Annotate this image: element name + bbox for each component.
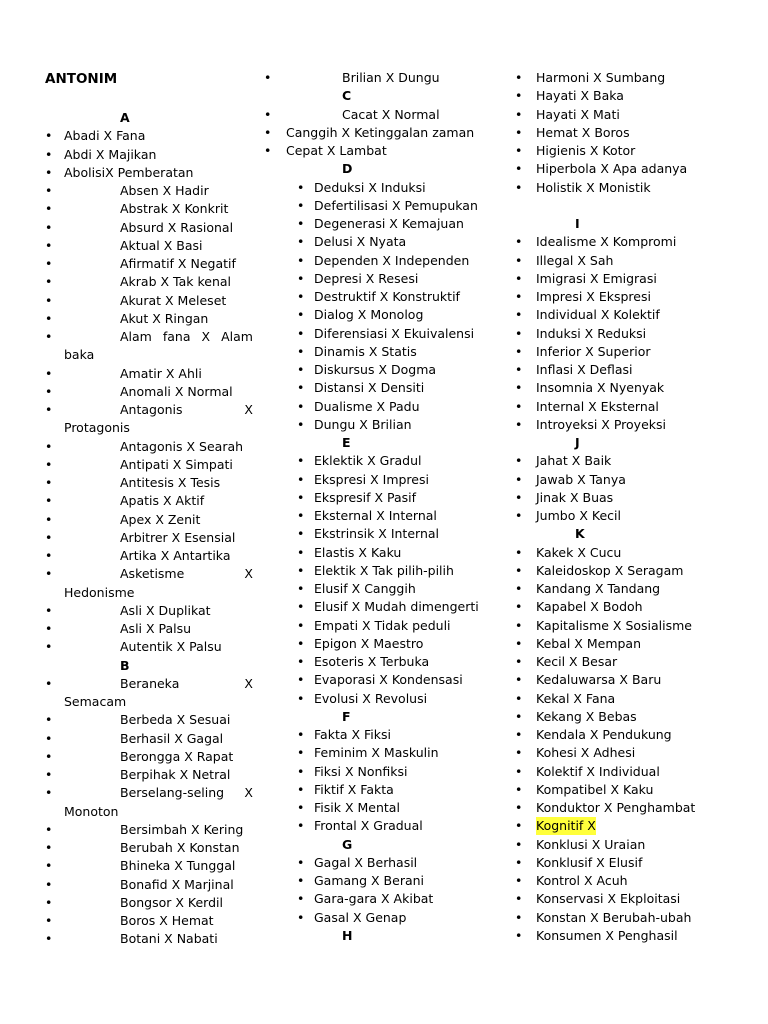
antonym-text: • Distansi X Densiti [314,380,425,396]
antonym-text: • Jumbo X Kecil [536,508,621,523]
antonym-text: • Konklusif X Elusif [536,854,643,870]
antonym-text: • Berubah X Konstan [120,840,240,855]
antonym-text: • Akut X Ringan [120,310,209,326]
antonym-text: • Individual X Kolektif [536,307,660,323]
antonym-text: • Botani X Nabati [120,931,218,947]
antonym-list-item [515,763,755,781]
antonym-list-item [264,580,502,598]
antonym-list-item [264,635,502,653]
antonym-text: • Eklektik X Gradul [314,453,422,469]
antonym-list-item [515,398,755,416]
antonym-list-item [515,598,755,616]
antonym-list-item [515,781,755,799]
antonym-text: • Gamang X Berani [314,873,425,888]
antonym-text: • Evaporasi X Kondensasi [314,672,463,688]
antonym-text: • Elastis X Kaku [314,544,402,560]
antonym-word: • Asketisme [120,566,185,582]
antonym-list-item [45,912,253,930]
antonym-list-item [264,690,502,708]
antonym-list-item [264,398,502,416]
antonym-text: • Konsumen X Penghasil [536,927,678,943]
antonym-list-item [45,602,253,620]
antonym-text: • Cepat X Lambat [286,143,387,158]
antonym-text: • Abstrak X Konkrit [120,201,229,217]
antonym-text: • Hayati X Baka [536,88,624,104]
antonym-text: • Internal X Eksternal [536,398,659,414]
antonym-list-item [515,653,755,671]
antonym-list-item [45,711,253,729]
antonym-text: • Empati X Tidak peduli [314,617,451,633]
antonym-text: • Kontrol X Acuh [536,873,628,888]
antonym-continuation-text: baka [64,347,95,363]
antonym-text [120,784,253,802]
antonym-text: • Absurd X Rasional [120,219,234,235]
antonym-text: • Defertilisasi X Pemupukan [314,197,478,213]
antonym-list-item [264,215,502,233]
antonym-list-item [45,529,253,547]
antonym-list-item [264,763,502,781]
antonym-text: • Kebal X Mempan [536,635,642,651]
antonym-text: • Amatir X Ahli [120,365,202,381]
antonym-list-item [515,288,755,306]
antonym-text: • Bersimbah X Kering [120,821,244,837]
antonym-list-item [264,416,502,434]
antonym-word: fana [162,329,191,344]
antonym-text: • Impresi X Ekspresi [536,289,651,304]
antonym-list-item [45,620,253,638]
antonym-text: • Esoteris X Terbuka [314,654,430,669]
antonym-continuation-text: Hedonisme [64,584,135,600]
antonym-list-item [264,671,502,689]
antonym-text: • Fisik X Mental [314,800,400,815]
section-letter-heading [264,708,502,726]
antonym-list-item [264,617,502,635]
antonym-word: • Berselang-seling [120,785,225,801]
section-letter-heading [264,160,502,178]
antonym-text: • Asli X Palsu [120,621,192,636]
antonym-word: X [244,785,253,801]
antonym-text: • Introyeksi X Proyeksi [536,416,666,432]
section-letter: J [575,435,580,450]
antonym-list-item [515,471,755,489]
antonym-list-item [515,744,755,762]
antonym-text: • Kolektif X Individual [536,763,660,779]
antonym-text: • Ekstrinsik X Internal [314,526,439,542]
antonym-word: • Beraneka [120,675,180,691]
antonym-word: • Antagonis [120,402,183,417]
antonym-list-item [45,310,253,328]
antonym-text: • Autentik X Palsu [120,639,222,655]
antonym-list-item [515,252,755,270]
antonym-list-item [264,817,502,835]
antonym-list-item [45,383,253,401]
antonym-list-item [264,507,502,525]
antonym-text: • Antagonis X Searah [120,438,244,454]
antonym-list-item [45,292,253,310]
antonym-list-item [45,876,253,894]
antonym-text: • Kandang X Tandang [536,581,661,596]
antonym-text: • Canggih X Ketinggalan zaman [286,124,475,140]
antonym-text: • Absen X Hadir [120,183,209,198]
antonym-list-item [264,489,502,507]
antonym-list-item [45,638,253,656]
antonym-list-item [515,142,755,160]
antonym-list-item [264,306,502,324]
antonym-list-item [515,617,755,635]
antonym-text: • Arbitrer X Esensial [120,529,236,545]
antonym-list-item [45,237,253,255]
antonym-text: • Kedaluwarsa X Baru [536,672,662,688]
antonym-text: • Bonafid X Marjinal [120,876,234,892]
antonym-continuation [45,693,253,711]
antonym-list-item [515,87,755,105]
antonym-list-item [45,474,253,492]
antonym-list-item [264,69,502,87]
antonym-list-item [45,821,253,839]
antonym-text: • Destruktif X Konstruktif [314,289,460,304]
section-letter-heading [264,434,502,452]
antonym-text: • Idealisme X Kompromi [536,234,677,250]
antonym-text: • Abdi X Majikan [64,146,157,162]
antonym-text: • Induksi X Reduksi [536,325,647,341]
antonym-text: • Kakek X Cucu [536,544,622,560]
antonym-list-item [515,452,755,470]
antonym-continuation-text: Monoton [64,803,119,819]
antonym-text: • Dialog X Monolog [314,307,424,323]
antonym-list-item [515,909,755,927]
antonym-text: • Abadi X Fana [64,128,146,144]
antonym-word: X [244,402,253,417]
antonym-text: • Depresi X Resesi [314,270,419,286]
antonym-text: • Brilian X Dungu [342,70,440,85]
antonym-list-item [515,690,755,708]
antonym-list-item [45,146,253,164]
antonym-list-item [264,471,502,489]
antonym-continuation-text: Semacam [64,694,127,709]
antonym-text: • Holistik X Monistik [536,179,651,195]
antonym-list-item [45,857,253,875]
column-2 [264,69,502,945]
antonym-continuation [45,803,253,821]
section-letter-heading [264,87,502,105]
antonym-list-item [515,507,755,525]
antonym-text: • Berhasil X Gagal [120,730,224,746]
antonym-list-item [45,784,253,802]
antonym-list-item [264,726,502,744]
section-letter-heading [515,525,755,543]
antonym-list-item [45,730,253,748]
antonym-list-item [515,306,755,324]
antonym-list-item [264,909,502,927]
antonym-text: • Konduktor X Penghambat [536,800,696,815]
antonym-list-item [515,489,755,507]
antonym-list-item [264,343,502,361]
antonym-text: • Degenerasi X Kemajuan [314,216,464,231]
antonym-text: • Deduksi X Induksi [314,179,426,195]
antonym-text: • Frontal X Gradual [314,818,423,834]
antonym-text: • Afirmatif X Negatif [120,256,236,271]
antonym-text: • Elusif X Mudah dimengerti [314,599,479,615]
section-letter-heading [45,657,253,675]
antonym-list-item [45,164,253,182]
antonym-list-item [515,927,755,945]
antonym-text: • Ekspresif X Pasif [314,489,417,505]
antonym-text: • Berongga X Rapat [120,748,234,764]
antonym-text: • Evolusi X Revolusi [314,690,428,706]
antonym-list-item [45,547,253,565]
antonym-list-item [264,781,502,799]
antonym-text: • Konservasi X Ekploitasi [536,891,681,907]
antonym-text: • Eksternal X Internal [314,508,437,523]
antonym-list-item [45,219,253,237]
antonym-list-item [515,69,755,87]
antonym-text: • Asli X Duplikat [120,602,211,618]
antonym-list-item [264,142,502,160]
section-letter: B [120,657,130,673]
antonym-list-item [264,270,502,288]
antonym-text: • Kekal X Fana [536,690,616,706]
antonym-text: • Kapabel X Bodoh [536,599,643,615]
antonym-continuation [45,346,253,364]
antonym-list-item [515,361,755,379]
antonym-list-item [515,270,755,288]
antonym-text: • Dinamis X Statis [314,343,417,359]
antonym-list-item [264,197,502,215]
antonym-text [120,328,253,346]
antonym-list-item [45,565,253,583]
antonym-list-item [264,452,502,470]
antonym-text: • Jawab X Tanya [536,471,626,487]
antonym-text: • Bhineka X Tunggal [120,858,236,874]
antonym-text: • Inflasi X Deflasi [536,362,633,377]
antonym-text: • Jahat X Baik [536,453,612,469]
antonym-text: • Epigon X Maestro [314,635,424,651]
antonym-text: • Anomali X Normal [120,383,233,399]
antonym-list-item [45,675,253,693]
antonym-text: • Fakta X Fiksi [314,727,391,742]
antonym-list-item [515,544,755,562]
section-letter-heading [515,215,755,233]
antonym-list-item [515,799,755,817]
antonym-text: • Bongsor X Kerdil [120,894,223,910]
antonym-text: • Kompatibel X Kaku [536,781,654,797]
antonym-list-item [515,635,755,653]
antonym-list-item [515,325,755,343]
antonym-list-item [264,598,502,616]
antonym-text: • Konstan X Berubah-ubah [536,909,692,925]
antonym-text: • Higienis X Kotor [536,143,636,158]
antonym-list-item [264,799,502,817]
antonym-list-item [515,671,755,689]
antonym-text: • Jinak X Buas [536,489,614,505]
antonym-list-item [45,200,253,218]
section-letter-heading [515,434,755,452]
antonym-text: • Imigrasi X Emigrasi [536,270,657,286]
column-1 [45,69,253,949]
section-letter-heading [264,836,502,854]
antonym-list-item [515,890,755,908]
antonym-list-item [515,416,755,434]
antonym-text: • Inferior X Superior [536,343,651,359]
antonym-text: • Akrab X Tak kenal [120,274,232,290]
antonym-list-item [264,233,502,251]
antonym-text: • Aktual X Basi [120,237,203,253]
antonym-text: • Fiktif X Fakta [314,781,394,797]
antonym-text: • Feminim X Maskulin [314,745,439,761]
antonym-list-item [264,252,502,270]
antonym-list-item [264,653,502,671]
antonym-list-item [264,361,502,379]
antonym-list-item [45,511,253,529]
highlighted-antonym-text: • Kognitif X [536,818,596,834]
section-letter: D [342,161,353,177]
section-letter: C [342,88,352,104]
antonym-text: • Apex X Zenit [120,511,201,527]
antonym-list-item [45,127,253,145]
antonym-list-item [45,401,253,419]
antonym-list-item [45,365,253,383]
antonym-list-item [515,854,755,872]
antonym-list-item [515,343,755,361]
antonym-text: • Kapitalisme X Sosialisme [536,617,692,633]
antonym-text: • Gagal X Berhasil [314,854,418,870]
antonym-text: • Gara-gara X Akibat [314,891,434,907]
antonym-text [120,401,253,419]
antonym-text: • Fiksi X Nonfiksi [314,763,408,779]
antonym-list-item [264,325,502,343]
antonym-list-item [45,182,253,200]
antonym-list-item [45,748,253,766]
antonym-text: • Hayati X Mati [536,106,620,122]
antonym-text: • Kaleidoskop X Seragam [536,562,684,578]
antonym-list-item [264,890,502,908]
antonym-list-item [515,817,755,835]
antonym-list-item [45,273,253,291]
antonym-text: • Elusif X Canggih [314,581,416,596]
antonym-text: • Apatis X Aktif [120,493,205,509]
section-letter-heading [45,109,253,127]
section-letter: H [342,927,353,943]
antonym-continuation-text: Protagonis [64,420,130,436]
antonym-text: • Dependen X Independen [314,252,470,268]
antonym-text: • Berbeda X Sesuai [120,712,231,728]
spacer [515,197,755,215]
antonym-text: • Harmoni X Sumbang [536,70,666,85]
antonym-list-item [45,930,253,948]
antonym-list-item [45,894,253,912]
antonym-list-item [515,580,755,598]
antonym-list-item [515,179,755,197]
antonym-list-item [264,525,502,543]
antonym-text: • Kendala X Pendukung [536,727,672,742]
antonym-list-item [264,106,502,124]
antonym-text: • Illegal X Sah [536,252,614,268]
antonym-list-item [45,492,253,510]
antonym-list-item [45,839,253,857]
section-letter: K [575,526,585,542]
section-letter: G [342,836,353,852]
antonym-text: • Boros X Hemat [120,913,214,928]
antonym-list-item [264,544,502,562]
antonym-text: • Cacat X Normal [342,106,440,122]
antonym-list-item [45,255,253,273]
antonym-list-item [515,872,755,890]
antonym-text [120,565,253,583]
antonym-text: • Antitesis X Tesis [120,475,221,490]
antonym-list-item [264,379,502,397]
antonym-text: • Artika X Antartika [120,548,231,563]
section-letter: A [120,110,130,125]
antonym-list-item [45,328,253,346]
antonym-word: • Alam [120,329,152,344]
antonym-text: • Dungu X Brilian [314,416,412,432]
antonym-list-item [264,744,502,762]
page-title: ANTONIM [45,71,118,87]
antonym-text: • Gasal X Genap [314,909,407,925]
antonym-list-item [515,233,755,251]
antonym-list-item [264,288,502,306]
antonym-list-item [515,562,755,580]
antonym-text: • Kekang X Bebas [536,708,637,724]
antonym-text: • Diferensiasi X Ekuivalensi [314,325,475,341]
section-letter: E [342,435,351,450]
antonym-list-item [515,836,755,854]
antonym-word: Alam [221,329,253,344]
antonym-text: • Konklusi X Uraian [536,836,646,852]
antonym-list-item [515,124,755,142]
antonym-text: • AbolisiX Pemberatan [64,164,194,180]
column-3 [515,69,755,945]
antonym-text: • Dualisme X Padu [314,398,420,414]
antonym-text: • Berpihak X Netral [120,767,231,782]
antonym-word: X [244,675,253,691]
antonym-list-item [45,766,253,784]
antonym-text: • Elektik X Tak pilih-pilih [314,562,454,578]
antonym-list-item [45,456,253,474]
antonym-list-item [264,562,502,580]
antonym-list-item [515,160,755,178]
antonym-list-item [515,106,755,124]
antonym-list-item [45,438,253,456]
antonym-text: • Antipati X Simpati [120,456,233,472]
section-letter-heading [264,927,502,945]
antonym-text: • Akurat X Meleset [120,292,227,308]
antonym-list-item [515,726,755,744]
antonym-continuation [45,419,253,437]
antonym-text [120,675,253,693]
antonym-text: • Ekspresi X Impresi [314,471,429,487]
antonym-text: • Kohesi X Adhesi [536,745,636,761]
antonym-list-item [515,379,755,397]
antonym-text: • Kecil X Besar [536,654,618,669]
antonym-text: • Diskursus X Dogma [314,362,437,377]
antonym-text: • Delusi X Nyata [314,234,407,250]
antonym-list-item [264,124,502,142]
antonym-continuation [45,584,253,602]
antonym-list-item [264,854,502,872]
antonym-list-item [264,179,502,197]
antonym-list-item [264,872,502,890]
antonym-text: • Hiperbola X Apa adanya [536,161,688,177]
section-letter: I [575,216,580,231]
section-letter: F [342,708,351,724]
antonym-list-item [515,708,755,726]
antonym-word: X [244,566,253,582]
antonym-text: • Insomnia X Nyenyak [536,380,665,396]
antonym-text: • Hemat X Boros [536,124,630,140]
antonym-word: X [201,329,211,344]
